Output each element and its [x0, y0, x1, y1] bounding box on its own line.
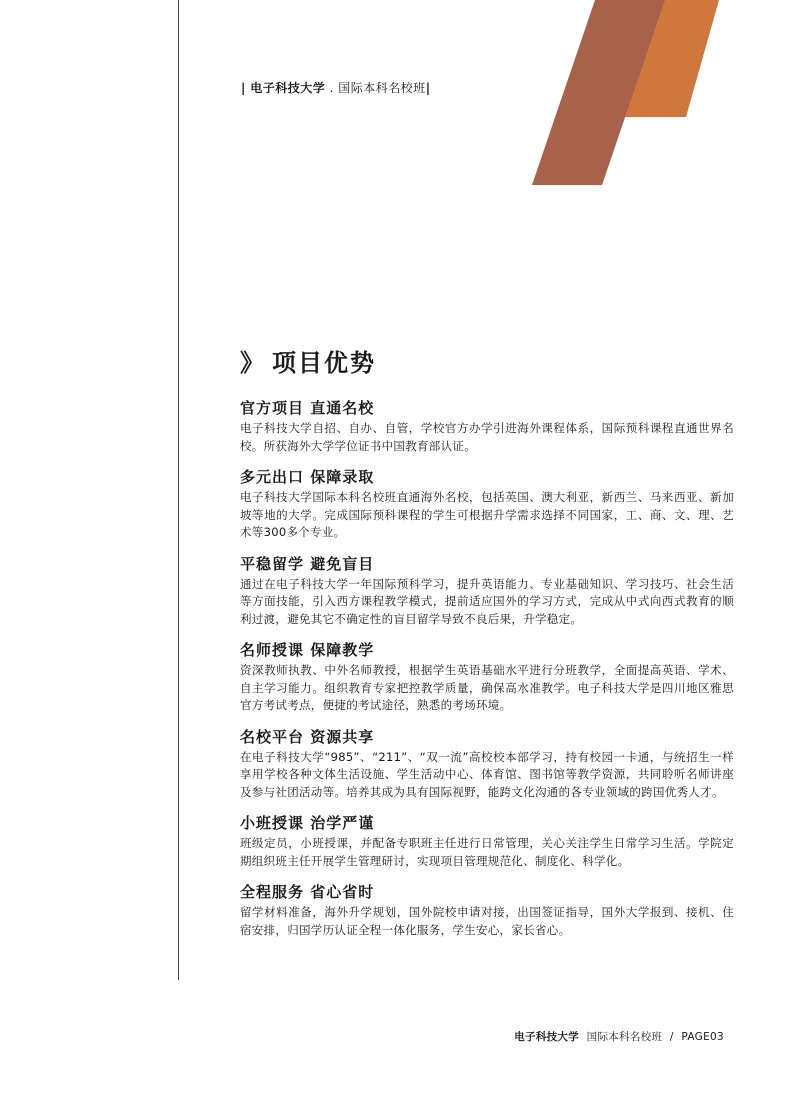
advantage-title: 名师授课 保障教学 [240, 641, 375, 659]
advantage-item [240, 398, 734, 455]
advantage-title: 多元出口 保障录取 [240, 468, 375, 486]
advantage-body: 在电子科技大学“985”、“211”、“双一流”高校校本部学习，持有校园一卡通，与统招生一样享用学校各种文体生活设施、学生活动中心、体育馆、图书馆等教学资源，共同聆听名师讲座及参与社团活动等。培养其成为具有国际视野，能跨文化沟通的各专业领域的跨国优秀人才。 [240, 749, 734, 799]
section-marker: 》 [240, 349, 266, 377]
advantage-title: 官方项目 直通名校 [240, 399, 375, 417]
header-bar-right: | [425, 81, 431, 95]
footer-university: 电子科技大学 [514, 1031, 580, 1043]
advantage-item [240, 813, 734, 870]
advantage-item [240, 467, 734, 542]
footer-slash: / [669, 1031, 674, 1043]
advantage-body: 留学材料准备，海外升学规划，国外院校申请对接，出国签证指导，国外大学报到、接机、住宿安排，归国学历认证全程一体化服务，学生安心，家长省心。 [240, 905, 734, 937]
advantage-title: 全程服务 省心省时 [240, 883, 375, 901]
page-number: PAGE03 [681, 1031, 724, 1043]
header-dot: . [329, 81, 334, 95]
advantage-body: 资深教师执教、中外名师教授，根据学生英语基础水平进行分班教学，全面提高英语、学术、自主学习能力。组织教育专家把控教学质量，确保高水准教学。电子科技大学是四川地区雅思官方考试考点，便捷的考试途径，熟悉的考场环境。 [240, 663, 734, 712]
page-header [241, 79, 431, 96]
advantage-body: 电子科技大学国际本科名校班直通海外名校，包括英国、澳大利亚，新西兰、马来西亚、新加坡等地的大学。完成国际预科课程的学生可根据升学需求选择不同国家，工、商、文、理、艺术等300多个专业。 [240, 490, 734, 539]
header-program: 国际本科名校班 [338, 81, 426, 95]
vertical-rule [178, 0, 179, 980]
advantage-item [240, 882, 734, 939]
advantage-body: 电子科技大学自招、自办、自管，学校官方办学引进海外课程体系，国际预科课程直通世界名校。所获海外大学学位证书中国教育部认证。 [240, 421, 734, 453]
advantage-item [240, 727, 734, 802]
section-title-text: 项目优势 [272, 349, 376, 377]
decorative-stripes [520, 0, 740, 190]
page-footer [510, 1029, 724, 1044]
header-university: 电子科技大学 [250, 81, 326, 95]
header-bar-left: | [241, 81, 246, 95]
advantage-title: 小班授课 治学严谨 [240, 814, 375, 832]
advantage-body: 通过在电子科技大学一年国际预科学习，提升英语能力、专业基础知识、学习技巧、社会生活等方面技能，引入西方课程教学模式，提前适应国外的学习方式，完成从中式向西式教育的顺利过渡，避免其它不确定性的盲目留学导致不良后果，升学稳定。 [240, 576, 734, 626]
footer-program: 国际本科名校班 [586, 1031, 663, 1043]
section-title [240, 343, 376, 378]
advantage-title: 平稳留学 避免盲目 [240, 554, 375, 573]
advantage-item [240, 640, 734, 715]
advantage-title: 名校平台 资源共享 [240, 727, 375, 746]
advantages-list [240, 398, 734, 951]
advantage-body: 班级定员，小班授课，并配备专职班主任进行日常管理，关心关注学生日常学习生活。学院定期组织班主任开展学生管理研讨，实现项目管理规范化、制度化、科学化。 [240, 836, 734, 868]
advantage-item [240, 554, 734, 629]
